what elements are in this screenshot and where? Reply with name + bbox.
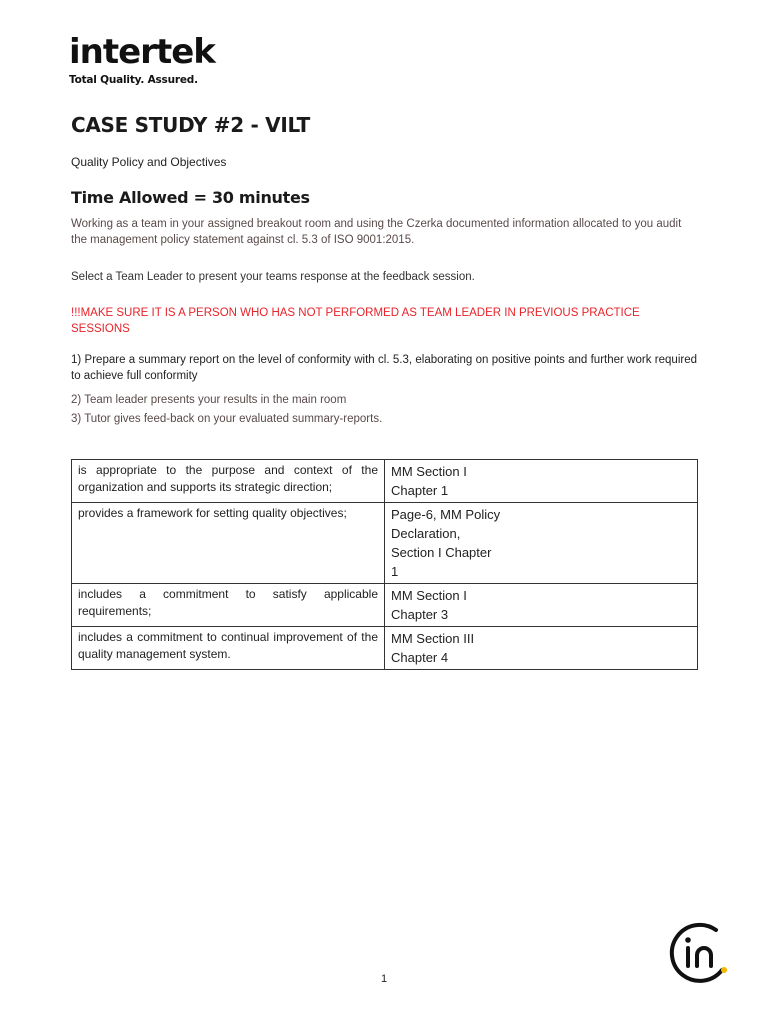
select-leader-paragraph: Select a Team Leader to present your teams response at the feedback session.	[71, 271, 475, 283]
reference-line: Chapter 1	[391, 483, 449, 498]
table-row	[72, 503, 698, 584]
reference-line: MM Section I	[391, 464, 467, 479]
reference-line: 1	[391, 564, 399, 579]
badge-dot	[721, 967, 727, 973]
page-number: 1	[380, 973, 388, 985]
reference-line: Page-6, MM Policy	[391, 507, 501, 522]
reference-line: MM Section I	[391, 588, 467, 603]
criterion-cell: is appropriate to the purpose and context of the organization and supports its strategic direction;	[72, 460, 385, 503]
intro-paragraph: Working as a team in your assigned breakout room and using the Czerka documented information allocated to you audit the management policy statement against cl. 5.3 of ISO 9001:2015.	[71, 218, 682, 246]
requirements-table	[71, 459, 698, 670]
reference-cell	[385, 627, 698, 670]
intertek-in-badge-icon	[666, 920, 732, 986]
table-row	[72, 460, 698, 503]
table-row	[72, 627, 698, 670]
time-allowed: Time Allowed = 30 minutes	[71, 188, 310, 207]
reference-line: Chapter 4	[391, 650, 449, 665]
reference-line: Declaration,	[391, 526, 461, 541]
page-title: CASE STUDY #2 - VILT	[71, 113, 310, 137]
reference-line: MM Section III	[391, 631, 475, 646]
criterion-cell: includes a commitment to continual improvement of the quality management system.	[72, 627, 385, 670]
step-1: 1) Prepare a summary report on the level of conformity with cl. 5.3, elaborating on positive points and further work required to achieve full conformity	[71, 354, 697, 382]
logo-tagline: Total Quality. Assured.	[69, 74, 198, 86]
reference-line: Section I Chapter	[391, 545, 492, 560]
reference-cell	[385, 460, 698, 503]
table-row	[72, 584, 698, 627]
criterion-cell: includes a commitment to satisfy applicable requirements;	[72, 584, 385, 627]
step-3: 3) Tutor gives feed-back on your evaluated summary-reports.	[71, 413, 383, 425]
reference-line: Chapter 3	[391, 607, 449, 622]
reference-cell	[385, 503, 698, 584]
subtitle: Quality Policy and Objectives	[71, 155, 227, 169]
warning-text: !!!MAKE SURE IT IS A PERSON WHO HAS NOT PERFORMED AS TEAM LEADER IN PREVIOUS PRACTICE SESSIONS	[71, 307, 640, 335]
step-2: 2) Team leader presents your results in the main room	[71, 394, 347, 406]
logo-wordmark: intertek	[69, 32, 215, 72]
criterion-cell: provides a framework for setting quality objectives;	[72, 503, 385, 584]
intertek-logo	[69, 34, 215, 86]
reference-cell	[385, 584, 698, 627]
